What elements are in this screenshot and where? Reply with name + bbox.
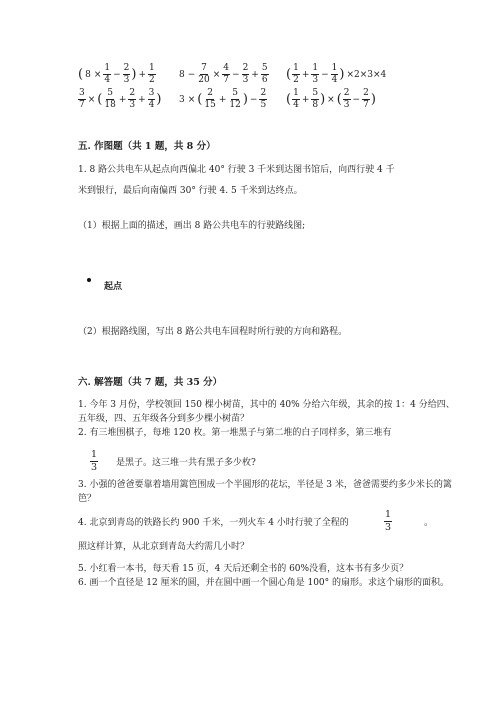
section-6-q3: 3. 小强的爸爸要靠着墙用篱笆围成一个半圆形的花坛，半径是 3 米，爸爸需要约多少米长的篱笆？: [78, 480, 452, 504]
section-6-q2-line2: 是黑子。这三堆一共有黑子多少枚?: [116, 458, 256, 468]
expression-2-3: ( $\frac{1}{4}$ + $\frac{5}{8}$ ) × ( $\frac{2}{3}$ − $\frac{2}{7}$ ): [286, 88, 376, 110]
section-5-q1-line2: 米到银行，最后向南偏西 30° 行驶 4. 5 千米到达终点。: [78, 186, 303, 196]
section-6-q4-line1: 4. 北京到青岛的铁路长约 900 千米，一列火车 4 小时行驶了全程的: [78, 518, 349, 528]
section-6-q5: 5. 小红看一本书，每天看 15 页，4 天后还剩全书的 60%没看，这本书有多少页？: [78, 564, 409, 574]
expression-1-2: 8 − $\frac{7}{20}$ × $\frac{4}{7}$ − $\frac{2}{3}$ + $\frac{5}{6}$: [179, 63, 268, 85]
expression-2-2: 3 × ( $\frac{2}{15}$ + $\frac{5}{12}$ ) − $\frac{2}{5}$: [179, 88, 267, 110]
start-point-label: 起点: [104, 282, 123, 292]
start-point-dot: [87, 278, 91, 282]
section-5-sub1: （1）根据上面的描述，画出 8 路公共电车的行驶路线图;: [78, 221, 306, 231]
expression-2-1: $\frac{3}{7}$ × ( $\frac{5}{18}$ + $\frac{2}{3}$ + $\frac{3}{4}$ ): [79, 88, 162, 110]
section-6-q4-end: 。: [424, 518, 434, 528]
expression-1-1: ( 8 × $\frac{1}{4}$ − $\frac{2}{3}$ ) + $\frac{1}{2}$: [78, 63, 155, 85]
expression-1-3: ( $\frac{1}{2}$ + $\frac{1}{3}$ − $\frac{1}{4}$ ) ×2×3×4: [286, 63, 387, 85]
section-6-q2-fraction: $\frac{1}{3}$: [91, 449, 98, 473]
section-6-q4-fraction: $\frac{1}{3}$: [385, 509, 392, 533]
section-6-q2-line1: 2. 有三堆围棋子，每堆 120 枚。第一堆黑子与第二堆的白子同样多，第三堆有: [78, 428, 392, 438]
section-5-sub2: （2）根据路线图，写出 8 路公共电车回程时所行驶的方向和路程。: [78, 327, 348, 337]
section-5-title: 五. 作图题（共 1 题，共 8 分）: [78, 141, 216, 152]
section-6-q1: 1. 今年 3 月份，学校领回 150 棵小树苗，其中的 40% 分给六年级，其余的按 1：4 分给四、五年级，四、五年级各分到多少棵小树苗？: [78, 400, 455, 424]
section-6-q6: 6. 画一个直径是 12 厘米的圆，并在圆中画一个圆心角是 100° 的扇形。求这个扇形的面积。: [78, 578, 450, 588]
section-6-q4-line2: 照这样计算，从北京到青岛大约需几小时？: [78, 542, 250, 552]
section-6-title: 六. 解答题（共 7 题，共 35 分）: [78, 377, 223, 388]
section-5-q1-line1: 1. 8 路公共电车从起点向西偏北 40° 行驶 3 千米到达图书馆后，向西行驶 4 千: [78, 165, 395, 175]
